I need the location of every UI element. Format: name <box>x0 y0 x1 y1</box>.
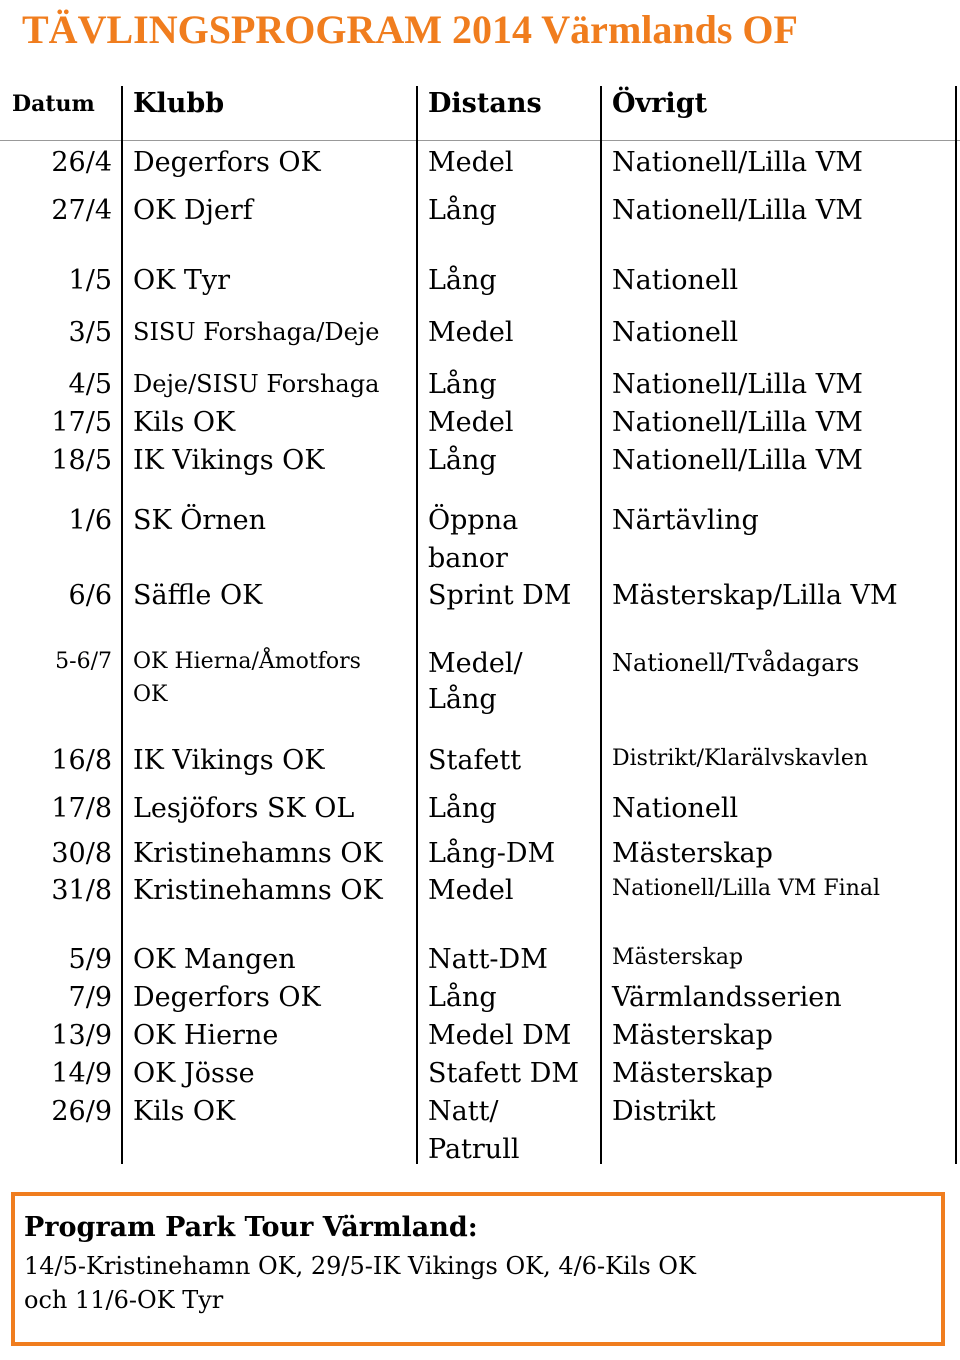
header-klubb: Klubb <box>133 88 225 119</box>
row-date: 14/9 <box>51 1058 112 1089</box>
column-divider <box>121 86 123 1164</box>
row-other: Nationell/Lilla VM <box>612 369 863 400</box>
row-club: Degerfors OK <box>133 982 321 1013</box>
row-other: Värmlandsserien <box>612 982 842 1013</box>
row-distance: Lång <box>428 195 497 226</box>
row-date: 26/9 <box>51 1096 112 1127</box>
row-club: OK Mangen <box>133 944 296 975</box>
row-distance: Lång-DM <box>428 838 556 869</box>
row-date: 1/5 <box>68 265 112 296</box>
row-other: Mästerskap <box>612 945 744 970</box>
row-distance: Lång <box>428 793 497 824</box>
row-date: 30/8 <box>51 838 112 869</box>
row-date: 4/5 <box>68 369 112 400</box>
header-datum: Datum <box>12 91 95 117</box>
row-club: OK Djerf <box>133 195 253 226</box>
row-other: Nationell/Lilla VM <box>612 445 863 476</box>
row-other: Nationell/Lilla VM Final <box>612 876 881 901</box>
row-date: 1/6 <box>68 505 112 536</box>
header-divider <box>0 140 960 141</box>
row-club: SISU Forshaga/Deje <box>133 318 380 346</box>
header-ovrigt: Övrigt <box>612 88 708 119</box>
row-other: Nationell/Lilla VM <box>612 407 863 438</box>
row-other: Distrikt/Klarälvskavlen <box>612 746 869 771</box>
column-divider <box>600 86 602 1164</box>
row-distance: Medel <box>428 875 514 906</box>
row-distance: Medel <box>428 317 514 348</box>
row-date: 5-6/7 <box>55 649 112 674</box>
row-distance: Medel <box>428 147 514 178</box>
row-club: Deje/SISU Forshaga <box>133 370 380 398</box>
row-club-cont: OK <box>133 682 168 707</box>
row-date: 17/8 <box>51 793 112 824</box>
header-distans: Distans <box>428 88 542 119</box>
row-club: IK Vikings OK <box>133 745 325 776</box>
row-club: Säffle OK <box>133 580 263 611</box>
row-other: Nationell/Tvådagars <box>612 649 860 677</box>
row-distance: Medel <box>428 407 514 438</box>
row-date: 5/9 <box>68 944 112 975</box>
row-date: 17/5 <box>51 407 112 438</box>
row-distance-cont: Lång <box>428 684 497 715</box>
page-title: TÄVLINGSPROGRAM 2014 Värmlands OF <box>22 7 798 52</box>
row-other: Mästerskap/Lilla VM <box>612 580 898 611</box>
row-distance: Lång <box>428 445 497 476</box>
row-date: 13/9 <box>51 1020 112 1051</box>
row-date: 18/5 <box>51 445 112 476</box>
row-distance-cont: Patrull <box>428 1134 520 1165</box>
park-tour-line: och 11/6-OK Tyr <box>24 1286 224 1314</box>
row-other: Nationell/Lilla VM <box>612 195 863 226</box>
row-date: 27/4 <box>51 195 112 226</box>
row-other: Nationell <box>612 317 739 348</box>
row-distance: Lång <box>428 982 497 1013</box>
row-distance: Natt-DM <box>428 944 548 975</box>
row-club: OK Tyr <box>133 265 231 296</box>
row-other: Mästerskap <box>612 1058 773 1089</box>
row-distance: Lång <box>428 369 497 400</box>
row-club: SK Örnen <box>133 505 267 536</box>
park-tour-box <box>11 1192 945 1346</box>
row-date: 16/8 <box>51 745 112 776</box>
row-club: Kils OK <box>133 407 236 438</box>
column-divider <box>955 86 957 1164</box>
row-distance: Sprint DM <box>428 580 572 611</box>
row-other: Närtävling <box>612 505 759 536</box>
row-club: Degerfors OK <box>133 147 321 178</box>
row-club: OK Hierne <box>133 1020 279 1051</box>
row-other: Nationell <box>612 265 739 296</box>
row-other: Mästerskap <box>612 838 773 869</box>
row-distance: Medel DM <box>428 1020 572 1051</box>
row-distance: Stafett DM <box>428 1058 579 1089</box>
row-other: Mästerskap <box>612 1020 773 1051</box>
row-distance: Stafett <box>428 745 522 776</box>
park-tour-line: 14/5-Kristinehamn OK, 29/5-IK Vikings OK, 4/6-Kils OK <box>24 1252 696 1280</box>
row-date: 6/6 <box>68 580 112 611</box>
row-club: Kils OK <box>133 1096 236 1127</box>
row-club: IK Vikings OK <box>133 445 325 476</box>
row-other: Distrikt <box>612 1096 716 1127</box>
row-club: OK Hierna/Åmotfors <box>133 649 361 674</box>
row-club: Lesjöfors SK OL <box>133 793 355 824</box>
row-date: 7/9 <box>68 982 112 1013</box>
row-distance: Öppna <box>428 505 519 536</box>
row-distance-cont: banor <box>428 543 508 574</box>
row-distance: Natt/ <box>428 1096 499 1127</box>
park-tour-title: Program Park Tour Värmland: <box>24 1212 478 1243</box>
column-divider <box>416 86 418 1164</box>
row-distance: Medel/ <box>428 648 523 679</box>
row-distance: Lång <box>428 265 497 296</box>
row-club: Kristinehamns OK <box>133 875 383 906</box>
row-club: Kristinehamns OK <box>133 838 383 869</box>
row-date: 31/8 <box>51 875 112 906</box>
row-date: 26/4 <box>51 147 112 178</box>
row-date: 3/5 <box>68 317 112 348</box>
row-other: Nationell/Lilla VM <box>612 147 863 178</box>
row-other: Nationell <box>612 793 739 824</box>
row-club: OK Jösse <box>133 1058 255 1089</box>
